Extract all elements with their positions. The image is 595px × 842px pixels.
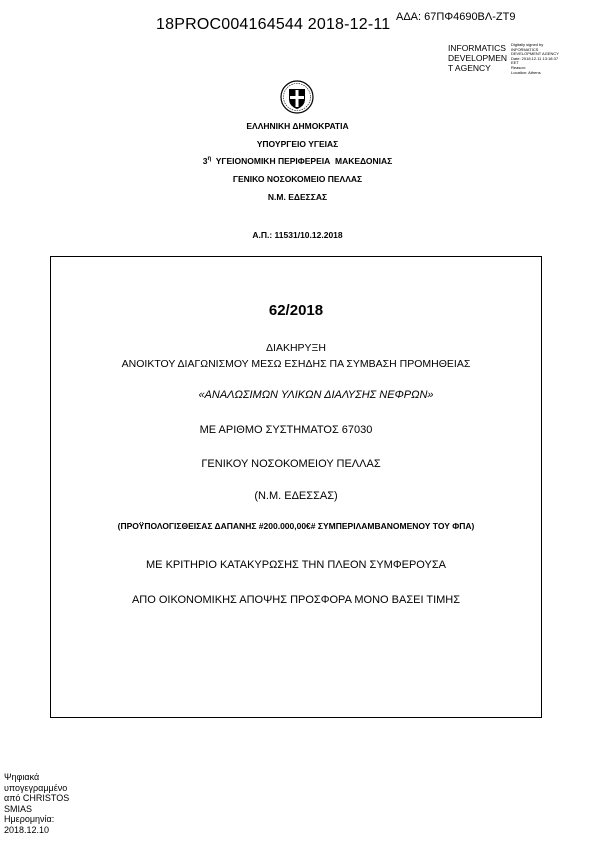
health-region — [0, 156, 595, 166]
signature-line: EET — [511, 60, 519, 66]
announcement-subtitle: ΑΝΟΙΚΤΟΥ ΔΙΑΓΩΝΙΣΜΟΥ ΜΕΣΩ ΕΣΗΔΗΣ ΠΑ ΣΥΜΒΑΣΗ ΠΡΟΜΗΘΕΙΑΣ — [121, 358, 471, 370]
signature-line: από CHRISTOS — [4, 793, 70, 803]
ida-line: INFORMATICS — [448, 43, 506, 53]
award-criterion: ΜΕ ΚΡΙΤΗΡΙΟ ΚΑΤΑΚΥΡΩΣΗΣ ΤΗΝ ΠΛΕΟΝ ΣΥΜΦΕΡΟΥΣΑ — [146, 559, 446, 571]
protocol-number: Α.Π.: 11531/10.12.2018 — [252, 230, 343, 240]
region-number: 3 — [202, 156, 208, 166]
region-superscript: η — [207, 156, 212, 163]
signature-line: SMIAS — [4, 803, 33, 814]
region-name: ΥΓΕΙΟΝΟΜΙΚΗ ΠΕΡΙΦΕΡΕΙΑ ΜΑΚΕΔΟΝΙΑΣ — [211, 156, 393, 166]
signature-line: Date: 2018.12.11 13:18:37 — [511, 55, 559, 61]
signature-line: Ημερομηνία: — [4, 814, 55, 824]
digital-signature-block — [4, 772, 94, 835]
ministry-name: ΥΠΟΥΡΓΕΙΟ ΥΓΕΙΑΣ — [256, 139, 339, 149]
signature-line: Ψηφιακά — [4, 772, 40, 782]
digital-signature-stamp — [511, 43, 559, 75]
signature-line: Location: Athens — [511, 69, 541, 75]
hospital-name: ΓΕΝΙΚΟ ΝΟΣΟΚΟΜΕΙΟ ΠΕΛΛΑΣ — [232, 174, 363, 184]
country-name: ΕΛΛΗΝΙΚΗ ΔΗΜΟΚΡΑΤΙΑ — [246, 121, 349, 131]
ida-line: DEVELOPMEN — [448, 53, 508, 63]
ida-stamp — [448, 43, 507, 73]
hospital-unit-genitive: (Ν.Μ. ΕΔΕΣΣΑΣ) — [254, 490, 338, 502]
greek-coat-of-arms-icon — [280, 80, 314, 114]
award-criterion-detail: ΑΠΟ ΟΙΚΟΝΟΜΙΚΗΣ ΑΠΟΨΗΣ ΠΡΟΣΦΟΡΑ ΜΟΝΟ ΒΑΣΕΙ ΤΙΜΗΣ — [131, 594, 461, 606]
signature-line: Reason: — [511, 64, 526, 70]
announcement-number: 62/2018 — [268, 302, 324, 319]
system-number: ΜΕ ΑΡΙΘΜΟ ΣΥΣΤΗΜΑΤΟΣ 67030 — [199, 424, 373, 436]
signature-line: 2018.12.10 — [4, 824, 50, 835]
announcement-subject: «ΑΝΑΛΩΣΙΜΩΝ ΥΛΙΚΩΝ ΔΙΑΛΥΣΗΣ ΝΕΦΡΩΝ» — [198, 389, 434, 401]
signature-line: Digitally signed by — [511, 42, 544, 47]
hospital-genitive: ΓΕΝΙΚΟΥ ΝΟΣΟΚΟΜΕΙΟΥ ΠΕΛΛΑΣ — [201, 458, 381, 470]
budget-note: (ΠΡΟΫΠΟΛΟΓΙΣΘΕΙΣΑΣ ΔΑΠΑΝΗΣ #200.000,00€# ΣΥΜΠΕΡΙΛΑΜΒΑΝΟΜΕΝΟΥ ΤΟΥ ΦΠΑ) — [117, 521, 475, 531]
hospital-unit: Ν.Μ. ΕΔΕΣΣΑΣ — [267, 192, 328, 202]
ida-line: T AGENCY — [448, 63, 491, 73]
proc-id: 18PROC004164544 2018-12-11 — [156, 16, 391, 33]
signature-line: INFORMATICS — [511, 46, 539, 52]
ada-number: ΑΔΑ: 67ΠΦ4690ΒΛ-ΖΤ9 — [396, 11, 516, 23]
announcement-box — [50, 256, 542, 718]
signature-line: DEVELOPMENT AGENCY — [511, 51, 559, 57]
signature-line: υπογεγραμμένο — [4, 782, 68, 793]
announcement-title: ΔΙΑΚΗΡΥΞΗ — [266, 342, 326, 354]
